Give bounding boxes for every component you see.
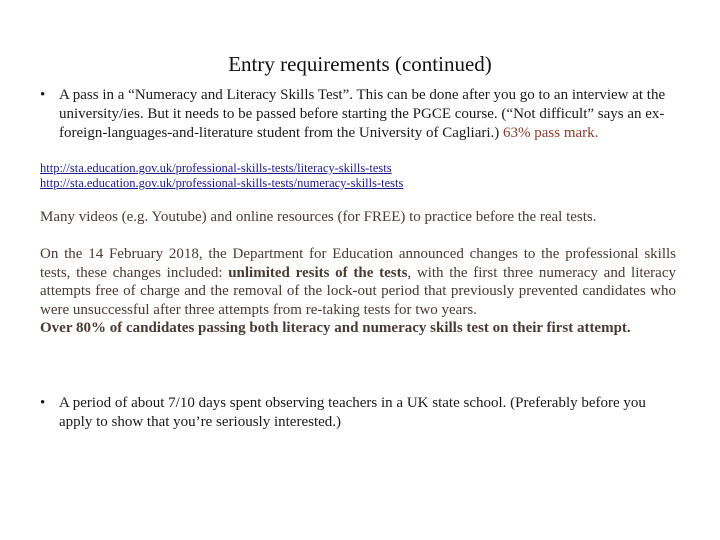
announcement-bold-pass-rate: Over 80% of candidates passing both literacy and numeracy skills test on their first attempt. [40,320,631,336]
announcement-intro: On the 14 February 2018, the Department for Education announced changes to the professional skills tests, these changes included: [40,246,676,281]
announcement-bold-resits: unlimited resits of the tests [228,264,408,281]
numeracy-test-link[interactable]: http://sta.education.gov.uk/professional-skills-tests/numeracy-skills-tests [40,176,404,190]
announcement-paragraph [40,245,676,338]
announcement-rest: , with the first three numeracy and literacy attempts free of charge and the removal of the lock-out period that previously prevented candidates who were unsuccessful after three attempts from re-taking tests for two years. [40,264,676,318]
bullet-icon: • [40,87,46,103]
slide-title: Entry requirements (continued) [228,52,492,76]
bullet-school-observation [40,394,680,432]
bullet-text: A period of about 7/10 days spent observing teachers in a UK state school. (Preferably before you apply to show that you’re seriously interested.) [59,395,646,430]
pass-mark-text: 63% pass mark. [503,125,599,141]
literacy-test-link[interactable]: http://sta.education.gov.uk/professional-skills-tests/literacy-skills-tests [40,161,392,175]
bullet-text: A pass in a “Numeracy and Literacy Skills Test”. This can be done after you go to an interview at the university/ies. But it needs to be passed before starting the PGCE course. (“Not difficult” says an ex-foreign-languages-and-literature student from the University of Cagliari.) [59,87,666,141]
links-list [40,161,403,191]
bullet-icon: • [40,395,46,411]
bullet-numeracy-literacy-test [40,86,680,143]
resources-paragraph: Many videos (e.g. Youtube) and online resources (for FREE) to practice before the real tests. [40,209,597,225]
